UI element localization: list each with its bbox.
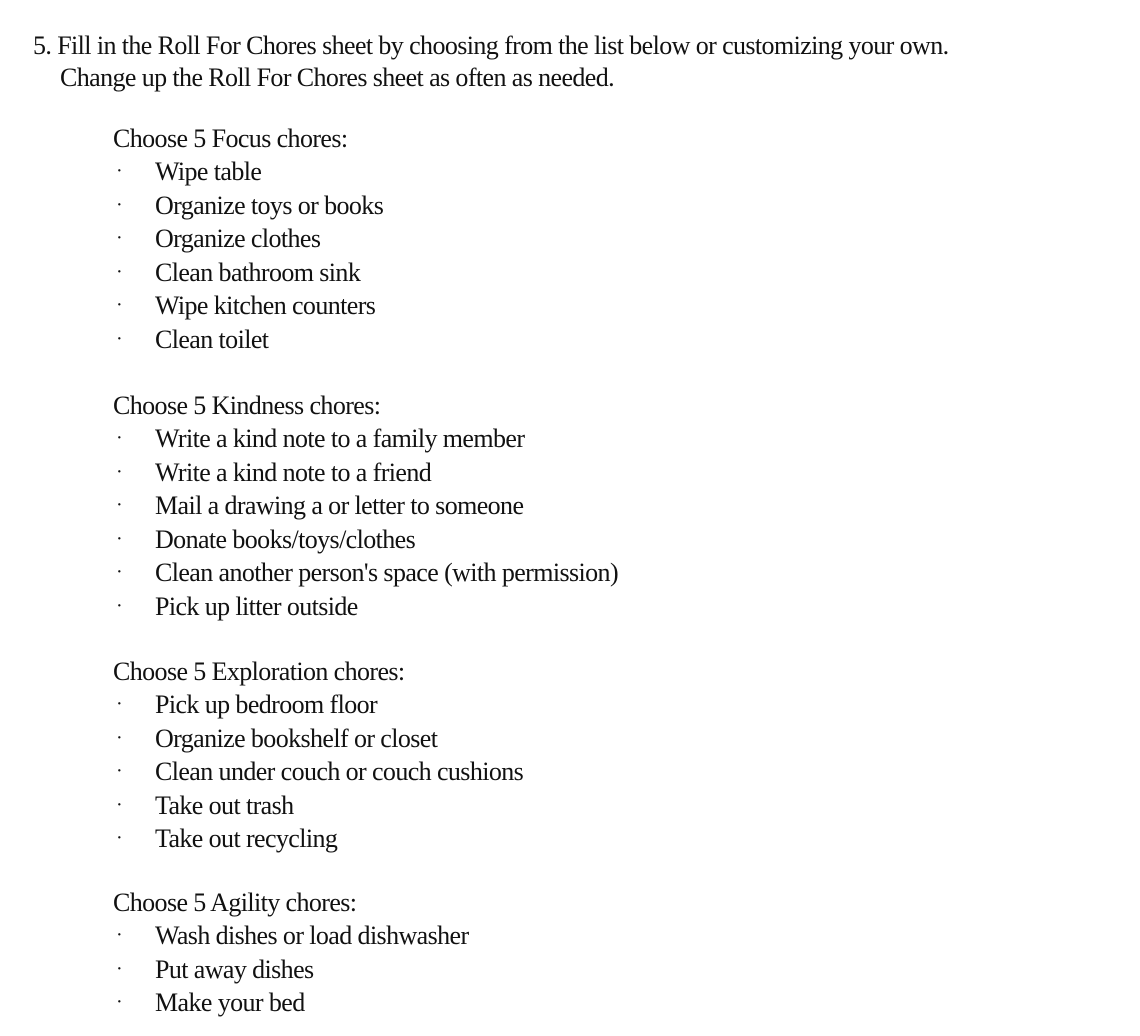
list-item (113, 919, 1013, 953)
chore-text: Pick up bedroom floor (155, 690, 378, 719)
chore-text: Write a kind note to a friend (155, 457, 432, 487)
bullet-icon: · (116, 726, 123, 749)
list-item (113, 755, 1013, 789)
bullet-icon: · (116, 193, 123, 216)
list-item (113, 953, 1013, 987)
bullet-icon: · (116, 693, 123, 715)
chore-text: Clean bathroom sink (155, 257, 361, 287)
chore-text: Clean another person's space (with permission) (155, 558, 619, 588)
list-item (113, 688, 1013, 722)
bullet-icon: · (116, 561, 123, 584)
bullet-icon: · (116, 991, 123, 1014)
chore-text: Wipe table (155, 157, 262, 186)
instruction-line-1: 5. Fill in the Roll For Chores sheet by choosing from the list below or customizing your own. (33, 31, 949, 60)
bullet-icon: · (116, 327, 123, 350)
list-item (113, 489, 1013, 523)
section-focus-chores (113, 122, 1013, 357)
section-kindness-chores (113, 389, 1013, 624)
chore-list (113, 155, 1013, 357)
bullet-icon: · (116, 827, 123, 850)
section-heading: Choose 5 Agility chores: (113, 888, 357, 917)
list-item (113, 422, 1013, 456)
list-item (113, 289, 1013, 323)
chore-list (113, 919, 1013, 1020)
chore-text: Organize clothes (155, 224, 321, 254)
chore-list (113, 422, 1013, 624)
chore-text: Take out recycling (155, 824, 338, 854)
chore-text: Organize toys or books (155, 190, 384, 220)
bullet-icon: · (116, 427, 123, 449)
bullet-icon: · (116, 227, 123, 250)
bullet-icon: · (116, 594, 123, 617)
list-item (113, 789, 1013, 823)
bullet-icon: · (116, 924, 123, 946)
chore-text: Donate books/toys/clothes (155, 524, 416, 554)
bullet-icon: · (116, 760, 123, 783)
section-heading: Choose 5 Kindness chores: (113, 391, 381, 420)
list-item (113, 590, 1013, 624)
list-item (113, 222, 1013, 256)
bullet-icon: · (116, 494, 123, 517)
section-heading: Choose 5 Focus chores: (113, 124, 348, 153)
list-item (113, 155, 1013, 189)
chore-text: Take out trash (155, 790, 294, 820)
chore-list (113, 688, 1013, 856)
section-heading: Choose 5 Exploration chores: (113, 657, 405, 686)
chore-text: Mail a drawing a or letter to someone (155, 491, 524, 521)
bullet-icon: · (116, 160, 123, 182)
list-item (113, 722, 1013, 756)
chore-text: Organize bookshelf or closet (155, 723, 438, 753)
chore-text: Clean under couch or couch cushions (155, 757, 524, 787)
chore-text: Pick up litter outside (155, 591, 358, 621)
bullet-icon: · (116, 527, 123, 550)
chore-text: Write a kind note to a family member (155, 424, 525, 453)
instruction-step (33, 30, 949, 94)
bullet-icon: · (116, 294, 123, 317)
chore-text: Make your bed (155, 988, 305, 1018)
list-item (113, 189, 1013, 223)
chore-text: Put away dishes (155, 954, 314, 984)
list-item (113, 986, 1013, 1020)
chore-text: Clean toilet (155, 324, 269, 354)
bullet-icon: · (116, 260, 123, 283)
list-item (113, 323, 1013, 357)
list-item (113, 822, 1013, 856)
instruction-line-2: Change up the Roll For Chores sheet as often as needed. (60, 63, 615, 92)
bullet-icon: · (116, 793, 123, 816)
list-item (113, 523, 1013, 557)
bullet-icon: · (116, 957, 123, 980)
bullet-icon: · (116, 460, 123, 483)
section-exploration-chores (113, 655, 1013, 856)
chore-text: Wipe kitchen counters (155, 291, 376, 321)
list-item (113, 456, 1013, 490)
section-agility-chores (113, 886, 1013, 1020)
list-item (113, 556, 1013, 590)
list-item (113, 256, 1013, 290)
chore-text: Wash dishes or load dishwasher (155, 921, 469, 950)
